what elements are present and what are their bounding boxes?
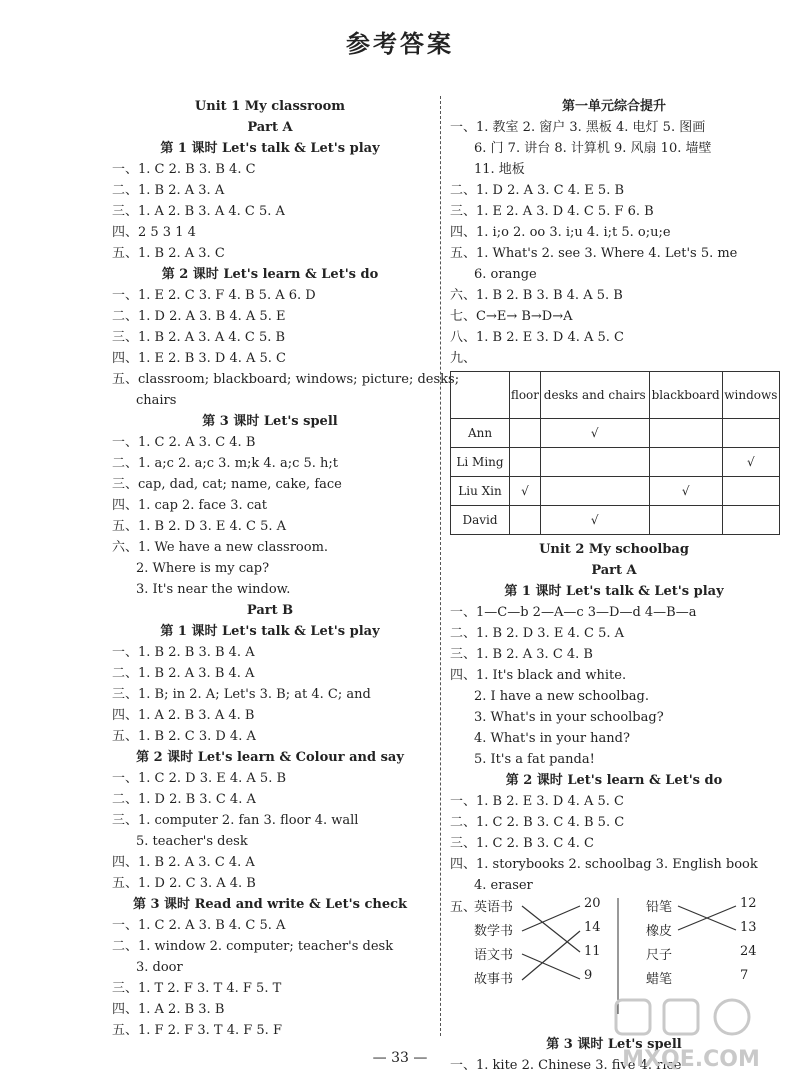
table-cell	[510, 419, 541, 448]
answer-line: 3. What's in your schoolbag?	[474, 710, 664, 725]
watermark-text: MXQE.COM	[622, 1047, 760, 1072]
answer-line: 三、1. E 2. A 3. D 4. C 5. F 6. B	[450, 204, 654, 219]
answer-line: 四、1. A 2. B 3. A 4. B	[112, 708, 255, 723]
table-row	[451, 477, 780, 506]
row-label: Liu Xin	[451, 477, 510, 506]
answer-line: 三、1. C 2. B 3. C 4. C	[450, 836, 594, 851]
match-right-item: 蜡笔	[646, 972, 673, 987]
page-title: 参考答案	[346, 30, 454, 58]
section-heading: 第 1 课时 Let's talk & Let's play	[160, 141, 380, 156]
table-cell	[510, 506, 541, 535]
answer-line: 四、1. storybooks 2. schoolbag 3. English book	[450, 857, 758, 872]
section-heading: 第 2 课时 Let's learn & Colour and say	[136, 750, 404, 765]
section-heading: 第 1 课时 Let's talk & Let's play	[504, 584, 724, 599]
answer-table	[450, 371, 780, 535]
match-left-item: 英语书	[474, 900, 514, 915]
answer-line: 11. 地板	[474, 162, 525, 177]
table-header: blackboard	[649, 372, 722, 419]
answer-line: 四、1. It's black and white.	[450, 668, 627, 683]
table-row	[451, 419, 780, 448]
answer-line: 二、1. B 2. D 3. E 4. C 5. A	[450, 626, 625, 641]
answer-line: 五、1. B 2. C 3. D 4. A	[112, 729, 256, 744]
watermark-logo	[598, 996, 784, 1072]
section-heading: 第 3 课时 Let's spell	[202, 414, 338, 429]
answer-line: 六、1. B 2. B 3. B 4. A 5. B	[450, 288, 623, 303]
answer-line: 二、1. B 2. A 3. A	[112, 183, 225, 198]
section-heading: 第一单元综合提升	[561, 99, 666, 114]
exercise-label: 五、	[450, 900, 477, 915]
match-left-item: 数学书	[474, 924, 514, 939]
answer-line: 6. 门 7. 讲台 8. 计算机 9. 风扇 10. 墙壁	[474, 141, 712, 156]
match-left-number: 9	[584, 968, 593, 983]
section-heading: Part B	[246, 603, 294, 618]
answer-line: 5. teacher's desk	[136, 834, 248, 849]
table-cell	[540, 477, 649, 506]
answer-line: 二、1. D 2. A 3. C 4. E 5. B	[450, 183, 625, 198]
match-left-item: 语文书	[474, 948, 514, 963]
answer-line: 三、1. T 2. F 3. T 4. F 5. T	[112, 981, 282, 996]
section-heading: Unit 2 My schoolbag	[539, 542, 689, 557]
answer-line: 一、1. 教室 2. 窗户 3. 黑板 4. 电灯 5. 图画	[450, 120, 706, 135]
answer-line: 七、C→E→ B→D→A	[450, 309, 573, 324]
answer-line: 二、1. D 2. A 3. B 4. A 5. E	[112, 309, 286, 324]
answer-line: 一、1. C 2. D 3. E 4. A 5. B	[112, 771, 287, 786]
answer-line: 4. eraser	[474, 878, 533, 893]
answer-line: 四、2 5 3 1 4	[112, 225, 196, 240]
answer-line: 四、1. E 2. B 3. D 4. A 5. C	[112, 351, 287, 366]
answer-line: 二、1. window 2. computer; teacher's desk	[112, 939, 394, 954]
answer-line: 一、1. C 2. A 3. B 4. C 5. A	[112, 918, 286, 933]
answer-line: 三、1. computer 2. fan 3. floor 4. wall	[112, 813, 359, 828]
answer-line: 二、1. B 2. A 3. B 4. A	[112, 666, 255, 681]
table-cell	[722, 477, 779, 506]
match-right-item: 铅笔	[646, 900, 673, 915]
table-cell	[649, 448, 722, 477]
table-cell	[540, 448, 649, 477]
answer-line: 二、1. D 2. B 3. C 4. A	[112, 792, 256, 807]
section-heading: 第 3 课时 Read and write & Let's check	[132, 897, 408, 912]
unit1-review-section	[450, 96, 778, 369]
section-heading: Part A	[247, 120, 293, 135]
answer-line: 一、1. E 2. C 3. F 4. B 5. A 6. D	[112, 288, 316, 303]
answer-line: chairs	[136, 393, 177, 408]
match-right-number: 24	[740, 944, 757, 959]
answer-line: 四、1. B 2. A 3. C 4. A	[112, 855, 255, 870]
answer-line: 二、1. a;c 2. a;c 3. m;k 4. a;c 5. h;t	[112, 456, 339, 471]
section-heading: 第 1 课时 Let's talk & Let's play	[160, 624, 380, 639]
match-left-item: 故事书	[474, 972, 514, 987]
answer-line: 五、1. B 2. A 3. C	[112, 246, 225, 261]
table-row	[451, 448, 780, 477]
table-cell	[510, 448, 541, 477]
answer-line: 四、1. i;o 2. oo 3. i;u 4. i;t 5. o;u;e	[450, 225, 671, 240]
answer-line: 6. orange	[474, 267, 537, 282]
unit2-section	[450, 539, 778, 896]
answer-line: 3. It's near the window.	[136, 582, 291, 597]
answer-line: 三、cap, dad, cat; name, cake, face	[112, 477, 342, 492]
answer-line: 2. I have a new schoolbag.	[474, 689, 649, 704]
section-heading: 第 2 课时 Let's learn & Let's do	[505, 773, 723, 788]
answer-line: 一、1—C—b 2—A—c 3—D—d 4—B—a	[450, 605, 697, 620]
table-header: windows	[722, 372, 779, 419]
match-right-item: 橡皮	[646, 924, 673, 939]
page-number: — 33 —	[372, 1050, 428, 1066]
table-row	[451, 506, 780, 535]
section-heading: 第 2 课时 Let's learn & Let's do	[161, 267, 379, 282]
table-cell	[722, 419, 779, 448]
section-heading: Part A	[591, 563, 637, 578]
answer-line: 一、1. C 2. B 3. B 4. C	[112, 162, 256, 177]
match-left-number: 14	[584, 920, 601, 935]
answer-line: 4. What's in your hand?	[474, 731, 630, 746]
answer-line: 三、1. B 2. A 3. C 4. B	[450, 647, 593, 662]
answer-line: 一、1. kite 2. Chinese 3. five 4. rice	[450, 1058, 682, 1073]
answer-line: 五、classroom; blackboard; windows; picture; desks;	[112, 372, 460, 387]
match-right-number: 13	[740, 920, 757, 935]
answer-line: 三、1. A 2. B 3. A 4. C 5. A	[112, 204, 285, 219]
table-cell	[722, 506, 779, 535]
section-heading: 第 3 课时 Let's spell	[546, 1037, 682, 1052]
match-left-number: 11	[584, 944, 601, 959]
answer-line: 一、1. C 2. A 3. C 4. B	[112, 435, 256, 450]
answer-line: 二、1. C 2. B 3. C 4. B 5. C	[450, 815, 625, 830]
answer-line: 5. It's a fat panda!	[474, 752, 595, 767]
answer-line: 三、1. B 2. A 3. A 4. C 5. B	[112, 330, 286, 345]
answer-line: 五、1. What's 2. see 3. Where 4. Let's 5. me	[450, 246, 738, 261]
table-cell: √	[540, 506, 649, 535]
table-cell: √	[649, 477, 722, 506]
left-column	[112, 96, 460, 1041]
answer-line: 六、1. We have a new classroom.	[112, 540, 329, 555]
column-divider	[440, 96, 441, 1036]
table-cell	[649, 506, 722, 535]
table-header: desks and chairs	[540, 372, 649, 419]
table-cell	[649, 419, 722, 448]
table-cell: √	[722, 448, 779, 477]
right-column	[450, 96, 778, 1076]
answer-line: 九、	[450, 351, 477, 366]
answer-line: 五、1. D 2. C 3. A 4. B	[112, 876, 256, 891]
match-right-number: 12	[740, 896, 757, 911]
answer-line: 一、1. B 2. B 3. B 4. A	[112, 645, 255, 660]
table-cell: √	[540, 419, 649, 448]
answer-line: 3. door	[136, 960, 183, 975]
table-header	[451, 372, 510, 419]
answer-line: 五、1. F 2. F 3. T 4. F 5. F	[112, 1023, 282, 1038]
table-header: floor	[510, 372, 541, 419]
table-cell: √	[510, 477, 541, 506]
row-label: Ann	[451, 419, 510, 448]
section-heading: Unit 1 My classroom	[194, 99, 346, 114]
answer-line: 八、1. B 2. E 3. D 4. A 5. C	[450, 330, 625, 345]
row-label: Li Ming	[451, 448, 510, 477]
row-label: David	[451, 506, 510, 535]
match-right-number: 7	[740, 968, 749, 983]
answer-line: 四、1. A 2. B 3. B	[112, 1002, 225, 1017]
answer-line: 2. Where is my cap?	[136, 561, 270, 576]
answer-line: 三、1. B; in 2. A; Let's 3. B; at 4. C; and	[112, 687, 371, 702]
match-right-item: 尺子	[646, 948, 673, 963]
answer-line: 一、1. B 2. E 3. D 4. A 5. C	[450, 794, 625, 809]
answer-line: 四、1. cap 2. face 3. cat	[112, 498, 268, 513]
answer-line: 五、1. B 2. D 3. E 4. C 5. A	[112, 519, 287, 534]
match-left-number: 20	[584, 896, 601, 911]
